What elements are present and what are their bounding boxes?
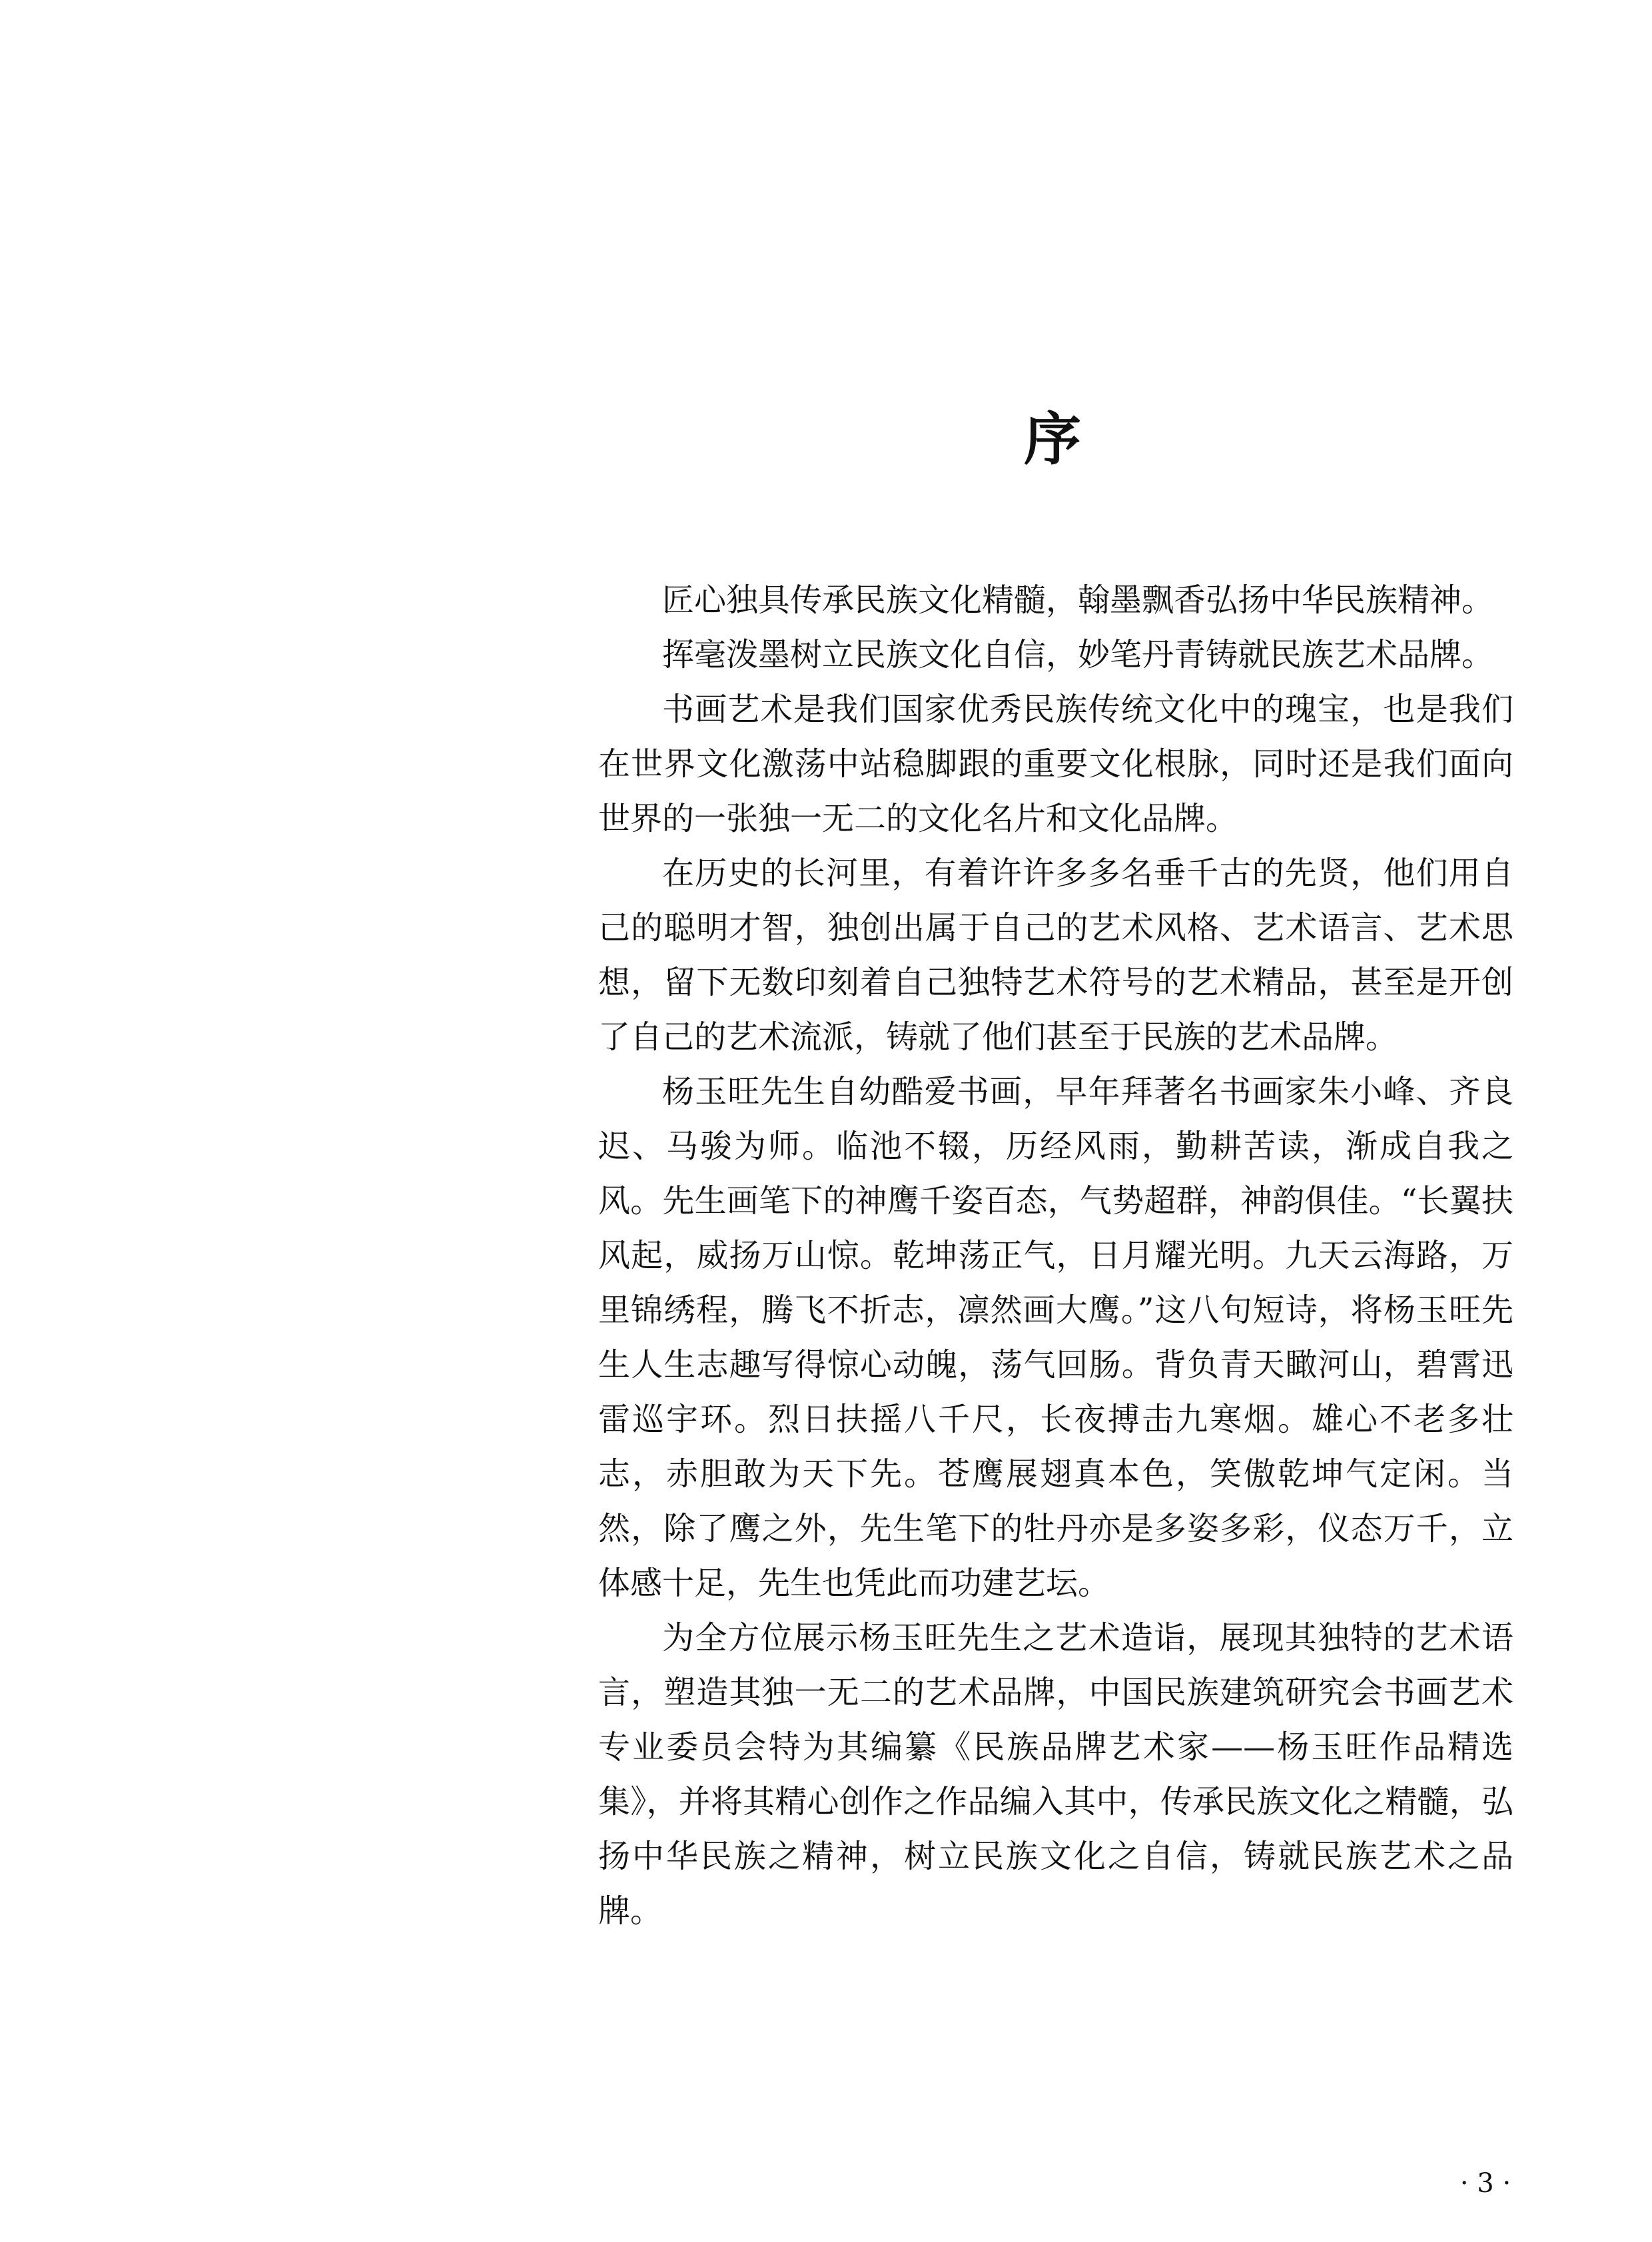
- paragraph-5: 杨玉旺先生自幼酷爱书画，早年拜著名书画家朱小峰、齐良迟、马骏为师。临池不辍，历经风雨，勤耕苦读，渐成自我之风。先生画笔下的神鹰千姿百态，气势超群，神韵俱佳。“长翼扶风起，威扬万山惊。乾坤荡正气，日月耀光明。九天云海路，万里锦绣程，腾飞不折志，凛然画大鹰。”这八句短诗，将杨玉旺先生人生志趣写得惊心动魄，荡气回肠。背负青天瞰河山，碧霄迅雷巡宇环。烈日扶摇八千尺，长夜搏击九寒烟。雄心不老多壮志，赤胆敢为天下先。苍鹰展翅真本色，笑傲乾坤气定闲。当然，除了鹰之外，先生笔下的牡丹亦是多姿多彩，仪态万千，立体感十足，先生也凭此而功建艺坛。: [598, 1073, 1513, 1602]
- paragraph-6: 为全方位展示杨玉旺先生之艺术造诣，展现其独特的艺术语言，塑造其独一无二的艺术品牌，中国民族建筑研究会书画艺术专业委员会特为其编纂《民族品牌艺术家——杨玉旺作品精选集》，并将其精心创作之作品编入其中，传承民族文化之精髓，弘扬中华民族之精神，树立民族文化之自信，铸就民族艺术之品牌。: [598, 1619, 1513, 1930]
- page-number: · 3 ·: [1459, 2168, 1511, 2199]
- paragraph-2: 挥毫泼墨树立民族文化自信，妙笔丹青铸就民族艺术品牌。: [662, 636, 1494, 673]
- paragraph-4: 在历史的长河里，有着许许多多名垂千古的先贤，他们用自己的聪明才智，独创出属于自己的艺术风格、艺术语言、艺术思想，留下无数印刻着自己独特艺术符号的艺术精品，甚至是开创了自己的艺术流派，铸就了他们甚至于民族的艺术品牌。: [598, 855, 1513, 1056]
- page-title: 序: [1024, 406, 1081, 473]
- paragraph-3: 书画艺术是我们国家优秀民族传统文化中的瑰宝，也是我们在世界文化激荡中站稳脚跟的重要文化根脉，同时还是我们面向世界的一张独一无二的文化名片和文化品牌。: [598, 691, 1513, 837]
- preface-body: [598, 573, 1513, 1938]
- paragraph-1: 匠心独具传承民族文化精髓，翰墨飘香弘扬中华民族精神。: [662, 581, 1494, 619]
